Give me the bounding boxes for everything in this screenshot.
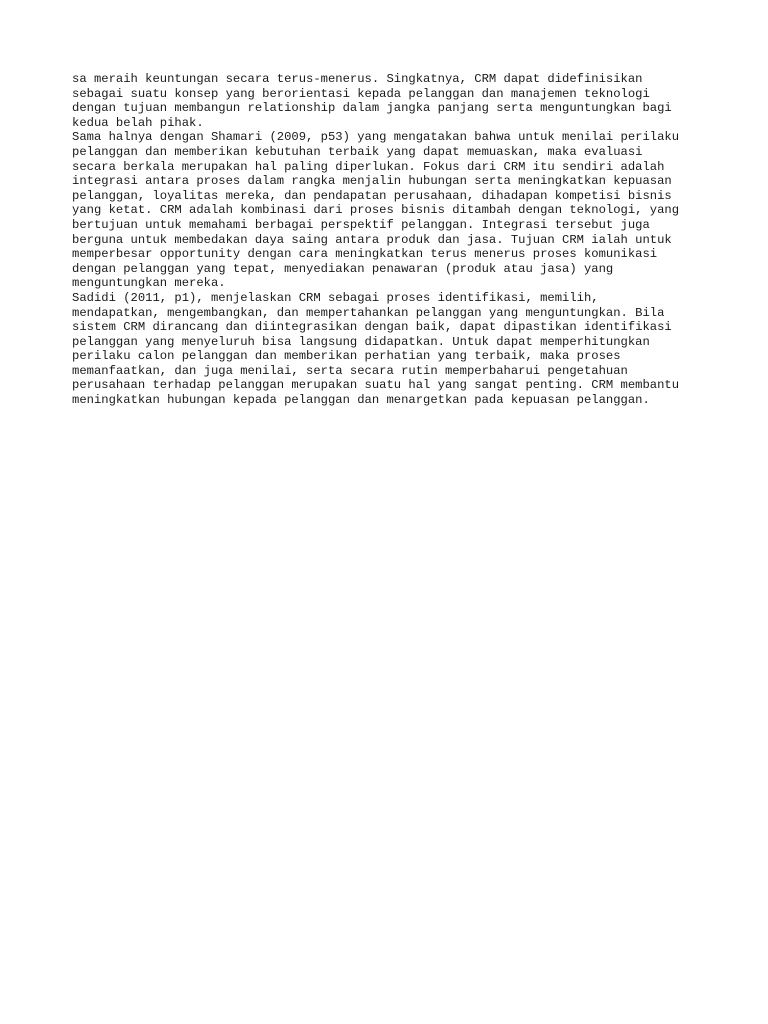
text-line: pelanggan, loyalitas mereka, dan pendapatan perusahaan, dihadapan kompetisi bisnis xyxy=(72,188,672,203)
text-line: Sama halnya dengan Shamari (2009, p53) yang mengatakan bahwa untuk menilai perilaku xyxy=(72,130,680,145)
paragraph-crm-definition xyxy=(72,72,712,130)
text-line: integrasi antara proses dalam rangka menjalin hubungan serta meningkatkan kepuasan xyxy=(72,174,672,189)
paragraph-sadidi xyxy=(72,291,712,408)
text-line: kedua belah pihak. xyxy=(72,115,204,130)
text-line: yang ketat. CRM adalah kombinasi dari proses bisnis ditambah dengan teknologi, yang xyxy=(72,203,680,218)
text-line: berguna untuk membedakan daya saing antara produk dan jasa. Tujuan CRM ialah untuk xyxy=(72,232,672,247)
text-line: mendapatkan, mengembangkan, dan mempertahankan pelanggan yang menguntungkan. Bila xyxy=(72,305,665,320)
text-line: perusahaan terhadap pelanggan merupakan suatu hal yang sangat penting. CRM membantu xyxy=(72,378,680,393)
text-line: dengan tujuan membangun relationship dalam jangka panjang serta menguntungkan bagi xyxy=(72,101,672,116)
text-line: pelanggan yang menyeluruh bisa langsung didapatkan. Untuk dapat memperhitungkan xyxy=(72,334,650,349)
text-line: memanfaatkan, dan juga menilai, serta secara rutin memperbaharui pengetahuan xyxy=(72,363,628,378)
text-line: menguntungkan mereka. xyxy=(72,276,226,291)
document-page xyxy=(72,72,712,408)
text-line: sa meraih keuntungan secara terus-menerus. Singkatnya, CRM dapat didefinisikan xyxy=(72,72,643,86)
text-line: dengan pelanggan yang tepat, menyediakan penawaran (produk atau jasa) yang xyxy=(72,261,614,276)
text-line: perilaku calon pelanggan dan memberikan perhatian yang terbaik, maka proses xyxy=(72,349,621,364)
text-line: Sadidi (2011, p1), menjelaskan CRM sebagai proses identifikasi, memilih, xyxy=(72,290,599,305)
text-line: pelanggan dan memberikan kebutuhan terbaik yang dapat memuaskan, maka evaluasi xyxy=(72,144,643,159)
text-line: sebagai suatu konsep yang berorientasi kepada pelanggan dan manajemen teknologi xyxy=(72,86,650,101)
text-line: sistem CRM dirancang dan diintegrasikan dengan baik, dapat dipastikan identifikasi xyxy=(72,320,672,335)
text-line: secara berkala merupakan hal paling diperlukan. Fokus dari CRM itu sendiri adalah xyxy=(72,159,665,174)
text-line: bertujuan untuk memahami berbagai perspektif pelanggan. Integrasi tersebut juga xyxy=(72,217,650,232)
paragraph-shamari xyxy=(72,130,712,291)
text-line: memperbesar opportunity dengan cara meningkatkan terus menerus proses komunikasi xyxy=(72,247,658,262)
text-line: meningkatkan hubungan kepada pelanggan dan menargetkan pada kepuasan pelanggan. xyxy=(72,393,650,408)
